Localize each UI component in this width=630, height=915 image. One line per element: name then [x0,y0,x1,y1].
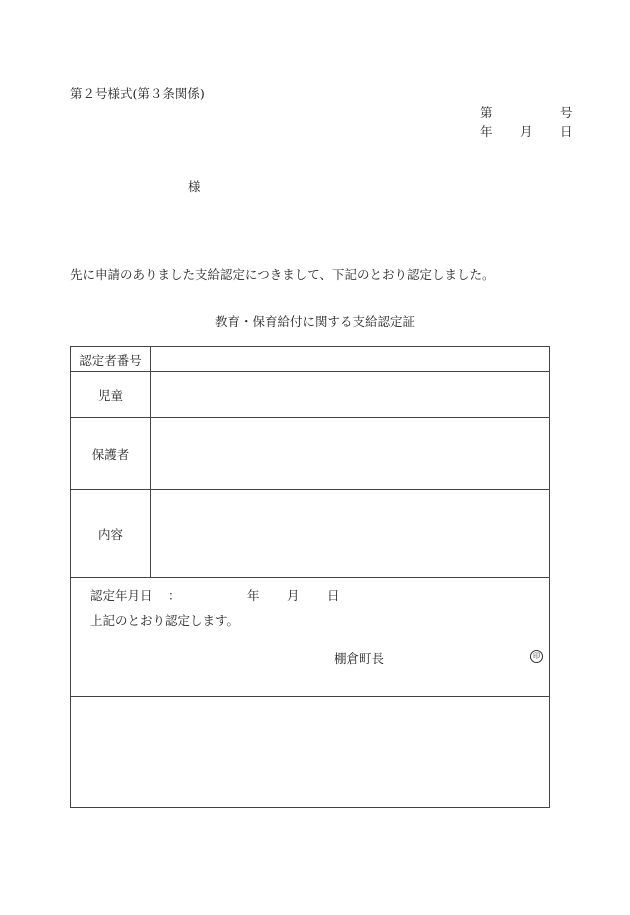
row-divider [71,577,549,578]
row-divider [71,371,549,372]
doc-no-suffix: 号 [560,105,573,120]
cert-date-month: 月 [287,588,300,603]
document-title: 教育・保育給付に関する支給認定証 [214,314,415,329]
form-number: 第２号様式(第３条関係) [70,86,205,101]
seal-mark: 印 [530,650,543,663]
cert-statement: 上記のとおり認定します。 [90,613,240,628]
cert-date-label: 認定年月日 [90,588,153,603]
certificate-number-label: 認定者番号 [79,353,142,368]
cert-date-day: 日 [327,588,340,603]
addressee-honorific: 様 [188,179,201,194]
child-label: 児童 [97,388,123,403]
issuer-name: 棚倉町長 [334,651,385,666]
row-divider [71,696,549,697]
issue-date-year: 年 [480,124,493,139]
row-divider [71,417,549,418]
content-label: 内容 [97,527,123,542]
guardian-label: 保護者 [91,447,130,462]
certification-table [70,346,550,808]
issue-date-day: 日 [560,124,573,139]
intro-text: 先に申請のありました支給認定につきまして、下記のとおり認定しました。 [70,267,495,282]
row-divider [71,489,549,490]
cert-date-year: 年 [247,588,260,603]
cert-date-colon: ： [168,588,181,603]
doc-no-prefix: 第 [480,105,493,120]
label-column-divider [150,347,151,577]
issue-date-month: 月 [520,124,533,139]
